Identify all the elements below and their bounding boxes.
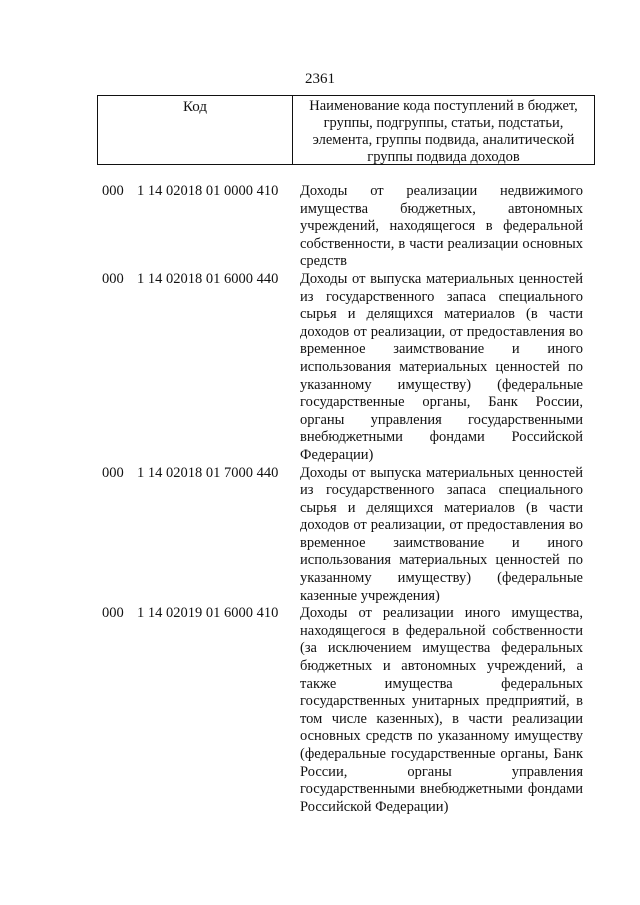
admin-code: 000 bbox=[102, 183, 124, 199]
admin-code: 000 bbox=[102, 605, 124, 622]
table-row bbox=[97, 465, 597, 606]
revenue-code: 1 14 02019 01 6000 410 bbox=[137, 605, 279, 622]
admin-code: 000 bbox=[102, 464, 124, 481]
revenue-code: 1 14 02018 01 6000 440 bbox=[137, 270, 279, 287]
table-body bbox=[97, 183, 597, 816]
revenue-description: Доходы от выпуска материальных ценностей из государственного запаса специального сырья и делящихся материалов (в части доходов от реализации, от предоставления во временное заимствование и иного использования материальных ценностей по указанному имуществу) (федеральные казенные учреждения) bbox=[300, 464, 583, 604]
table-row bbox=[97, 605, 597, 816]
revenue-code: 1 14 02018 01 7000 440 bbox=[137, 464, 279, 481]
page-number: 2361 bbox=[305, 71, 335, 87]
admin-code: 000 bbox=[102, 270, 124, 287]
revenue-code: 1 14 02018 01 0000 410 bbox=[137, 183, 279, 199]
table-header bbox=[97, 95, 595, 165]
revenue-description: Доходы от реализации иного имущества, находящегося в федеральной собственности (за исключением имущества федеральных бюджетных и автономных учреждений, а также имущества федеральных государственных унитарных предприятий, в том числе казенных), в части реализации основных средств по указанному имуществу (федеральные государственные органы, Банк России, органы управления государственными внебюджетными фондами Российской Федерации) bbox=[300, 605, 583, 815]
table-row bbox=[97, 271, 597, 465]
header-name-cell: Наименование кода поступлений в бюджет, группы, подгруппы, статьи, подстатьи, элемента, группы подвида, аналитической группы подвида доходов bbox=[309, 98, 578, 165]
revenue-description: Доходы от выпуска материальных ценностей из государственного запаса специального сырья и делящихся материалов (в части доходов от реализации, от предоставления во временное заимствование и иного использования материальных ценностей по указанному имуществу) (федеральные государственные органы, Банк России, органы управления государственными внебюджетными фондами Российской Федерации) bbox=[300, 270, 583, 463]
header-code-cell: Код bbox=[98, 96, 293, 164]
table-row bbox=[97, 183, 597, 271]
revenue-description: Доходы от реализации недвижимого имущества бюджетных, автономных учреждений, находящегося в федеральной собственности, в части реализации основных средств bbox=[300, 183, 583, 270]
